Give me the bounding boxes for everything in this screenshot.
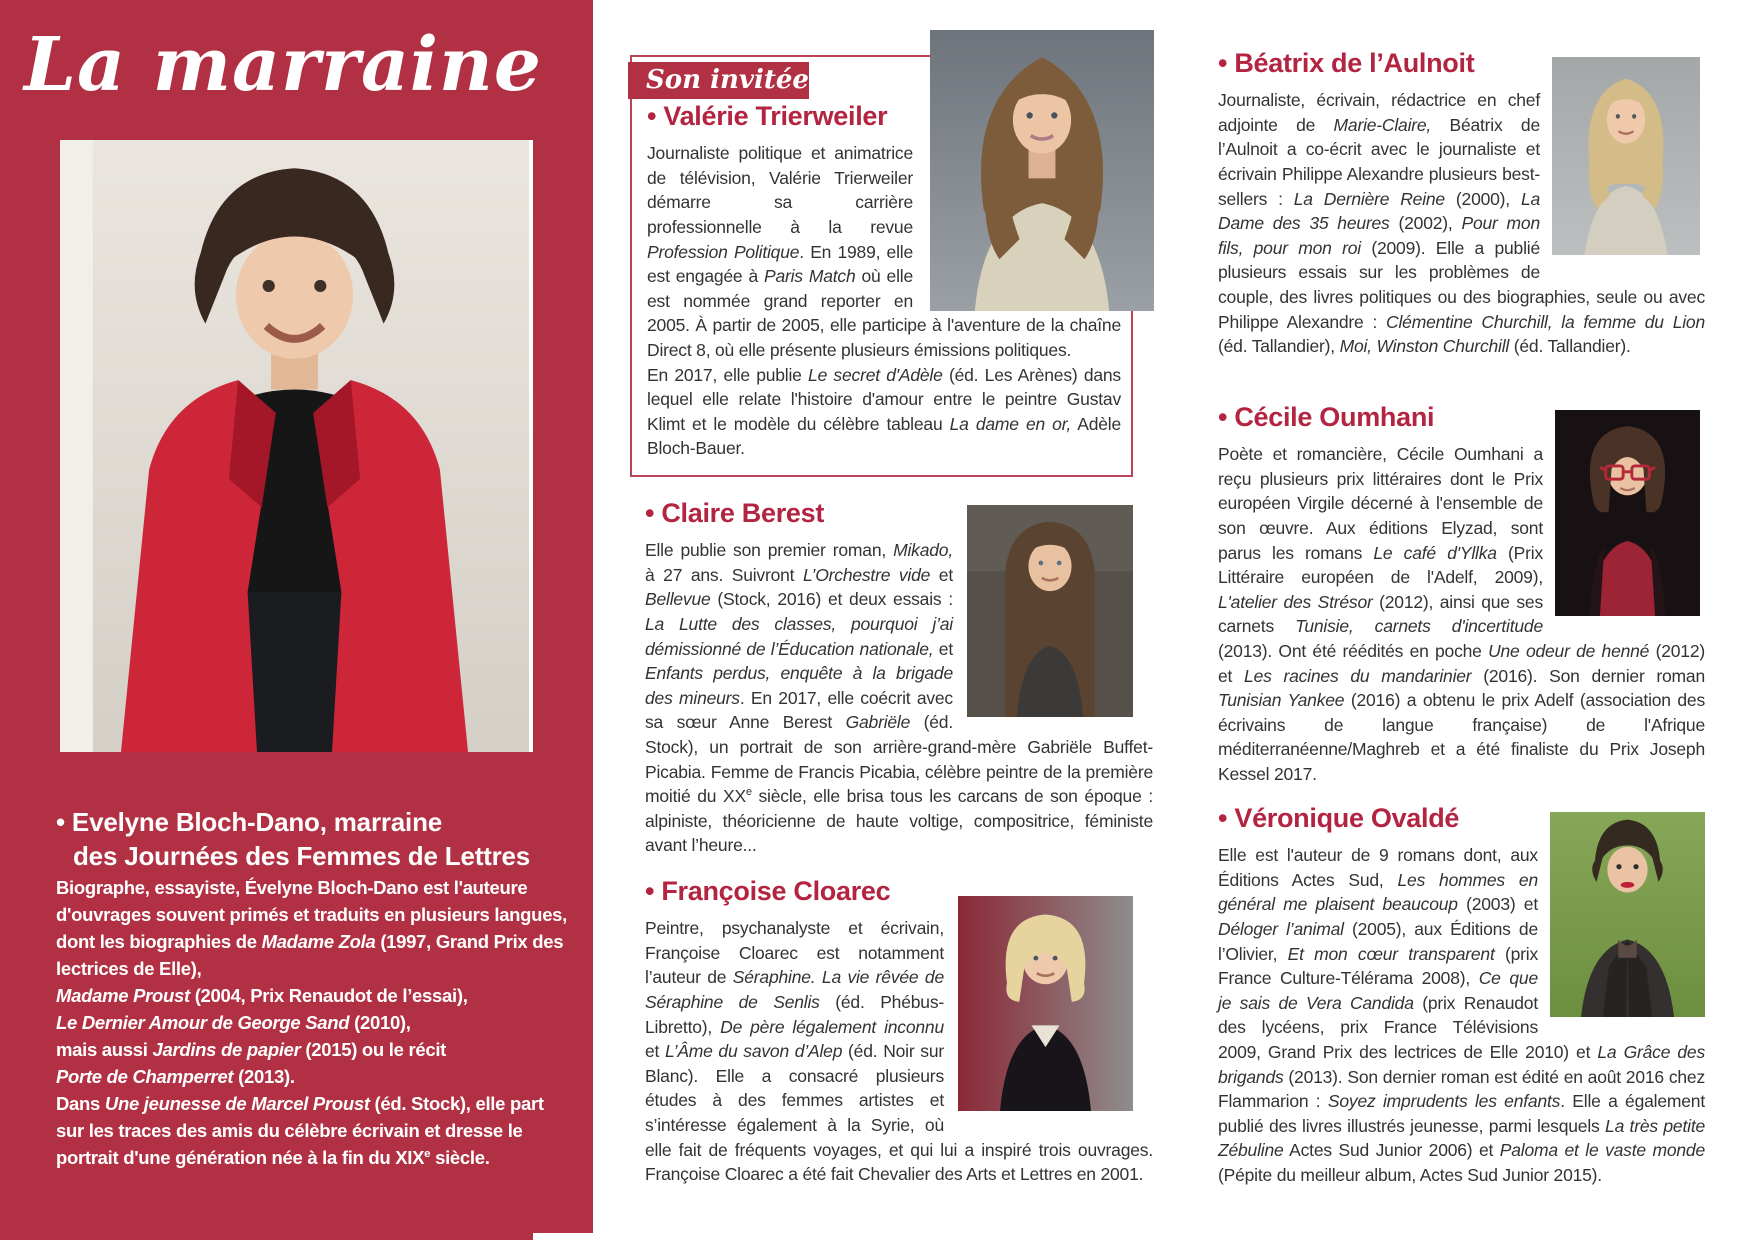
photo-cecile-oumhani <box>1555 410 1700 616</box>
marraine-heading: • Evelyne Bloch-Dano, marraine des Journées des Femmes de Lettres <box>56 807 531 871</box>
photo-francoise-cloarec <box>958 896 1133 1111</box>
bio-veronique-ovalde: Elle est l'auteur de 9 romans dont, aux Éditions Actes Sud, Les hommes en général me plaisent beaucoup (2003) et Déloger l’animal (2005), aux Éditions de l’Olivier, Et mon cœur transparent (prix France Culture-Télérama 2008), Ce que je sais de Vera Candida (prix Renaudot des lycéens, prix France Télévisions 2009, Grand Prix des lectrices de Elle 2010) et La Grâce des brigands (2013). Son dernier roman est édité en août 2016 chez Flammarion : Soyez imprudents les enfants. Elle a également publié des livres illustrés jeunesse, parmi lesquels La très petite Zébuline Actes Sud Junior 2006) et Paloma et le vaste monde (Pépite du meilleur album, Actes Sud Junior 2015). <box>1218 845 1706 1185</box>
photo-veronique-ovalde <box>1550 812 1705 1017</box>
heading-valerie-trierweiler: • Valérie Trierweiler <box>647 101 888 131</box>
section-beatrix-de-l-aulnoit <box>1213 48 1705 359</box>
section-claire-berest <box>630 498 1153 858</box>
section-francoise-cloarec <box>630 876 1153 1187</box>
bio-claire-berest: Elle publie son premier roman, Mikado, à 27 ans. Suivront L’Orchestre vide et Bellevue (Stock, 2016) et deux essais : La Lutte des classes, pourquoi j’ai démissionné de l’Éducation nationale, et Enfants perdus, enquête à la brigade des mineurs. En 2017, elle coécrit avec sa sœur Anne Berest Gabriële (éd. Stock), un portrait de son arrière-grand-mère Gabriële Buffet-Picabia. Femme de Francis Picabia, célèbre peintre de la première moitié du XXe siècle, elle brisa tous les carcans de son époque : alpiniste, théoricienne de haute voltige, compositrice, féministe avant l’heure... <box>645 540 1153 856</box>
page-title: La marraine <box>24 22 542 108</box>
panel-bottom-notch <box>533 1233 593 1240</box>
bio-beatrix-de-l-aulnoit: Journaliste, écrivain, rédactrice en chef adjointe de Marie-Claire, Béatrix de l’Aulnoit a co-écrit avec le journaliste et écrivain Philippe Alexandre plusieurs best-sellers : La Dernière Reine (2000), La Dame des 35 heures (2002), Pour mon fils, pour mon roi (2009). Elle a publié plusieurs essais sur les problèmes de couple, des livres politiques ou des biographies, seule ou avec Philippe Alexandre : Clémentine Churchill, la femme du Lion (éd. Tallandier), Moi, Winston Churchill (éd. Tallandier). <box>1218 90 1705 357</box>
heading-cecile-oumhani: • Cécile Oumhani <box>1218 402 1435 432</box>
photo-evelyne-bloch-dano <box>60 140 533 752</box>
bio-francoise-cloarec: Peintre, psychanalyste et écrivain, Françoise Cloarec est notamment l’auteur de Séraphine. La vie rêvée de Séraphine de Senlis (éd. Phébus-Libretto), De père légalement inconnu et L’Âme du savon d’Alep (éd. Noir sur Blanc). Elle a consacré plusieurs études à des femmes artistes et s’intéresse également à la Syrie, où elle fait de fréquents voyages, et qui lui a inspiré trois ouvrages. Françoise Cloarec a été fait Chevalier des Arts et Lettres en 2001. <box>645 918 1153 1185</box>
photo-valerie-trierweiler <box>930 30 1154 311</box>
section-cecile-oumhani <box>1213 402 1705 787</box>
guest-banner: Son invitée <box>628 62 809 99</box>
section-veronique-ovalde <box>1213 803 1705 1188</box>
heading-beatrix-de-l-aulnoit: • Béatrix de l’Aulnoit <box>1218 48 1475 78</box>
marraine-bio: Biographe, essayiste, Évelyne Bloch-Dano est l'auteure d'ouvrages souvent primés et traduits en plusieurs langues, dont les biographies de Madame Zola (1997, Grand Prix des lectrices de Elle), Madame Proust (2004, Prix Renaudot de l’essai), Le Dernier Amour de George Sand (2010), mais aussi Jardins de papier (2015) ou le récit Porte de Champerret (2013). Dans Une jeunesse de Marcel Proust (éd. Stock), elle part sur les traces des amis du célèbre écrivain et dresse le portrait d'une génération née à la fin du XIXe siècle. <box>56 877 568 1168</box>
bio-cecile-oumhani: Poète et romancière, Cécile Oumhani a reçu plusieurs prix littéraires dont le Prix européen Virgile décerné à l'ensemble de son œuvre. Aux éditions Elyzad, sont parus les romans Le café d'Yllka (Prix Littéraire européen de l'Adelf, 2009), L'atelier des Strésor (2012), ainsi que ses carnets Tunisie, carnets d'incertitude (2013). Ont été réédités en poche Une odeur de henné (2012) et Les racines du mandarinier (2016). Son dernier roman Tunisian Yankee (2016) a obtenu le prix Adelf (association des écrivains de langue française) de l'Afrique méditerranéenne/Maghreb et a été finaliste du Prix Joseph Kessel 2017. <box>1218 444 1705 784</box>
photo-claire-berest <box>967 505 1133 717</box>
left-panel <box>0 0 593 1240</box>
heading-claire-berest: • Claire Berest <box>645 498 825 528</box>
heading-francoise-cloarec: • Françoise Cloarec <box>645 876 891 906</box>
heading-veronique-ovalde: • Véronique Ovaldé <box>1218 803 1460 833</box>
bio-valerie-trierweiler: Journaliste politique et animatrice de télévision, Valérie Trierweiler démarre sa carrière professionnelle à la revue Profession Politique. En 1989, elle est engagée à Paris Match où elle est nommée grand reporter en 2005. À partir de 2005, elle participe à l'aventure de la chaîne Direct 8, où elle présente plusieurs émissions politiques. En 2017, elle publie Le secret d'Adèle (éd. Les Arènes) dans lequel elle relate l'histoire d'amour entre le peintre Gustav Klimt et le modèle du célèbre tableau La dame en or, Adèle Bloch-Bauer. <box>647 143 1121 459</box>
photo-beatrix-de-l-aulnoit <box>1552 57 1700 255</box>
